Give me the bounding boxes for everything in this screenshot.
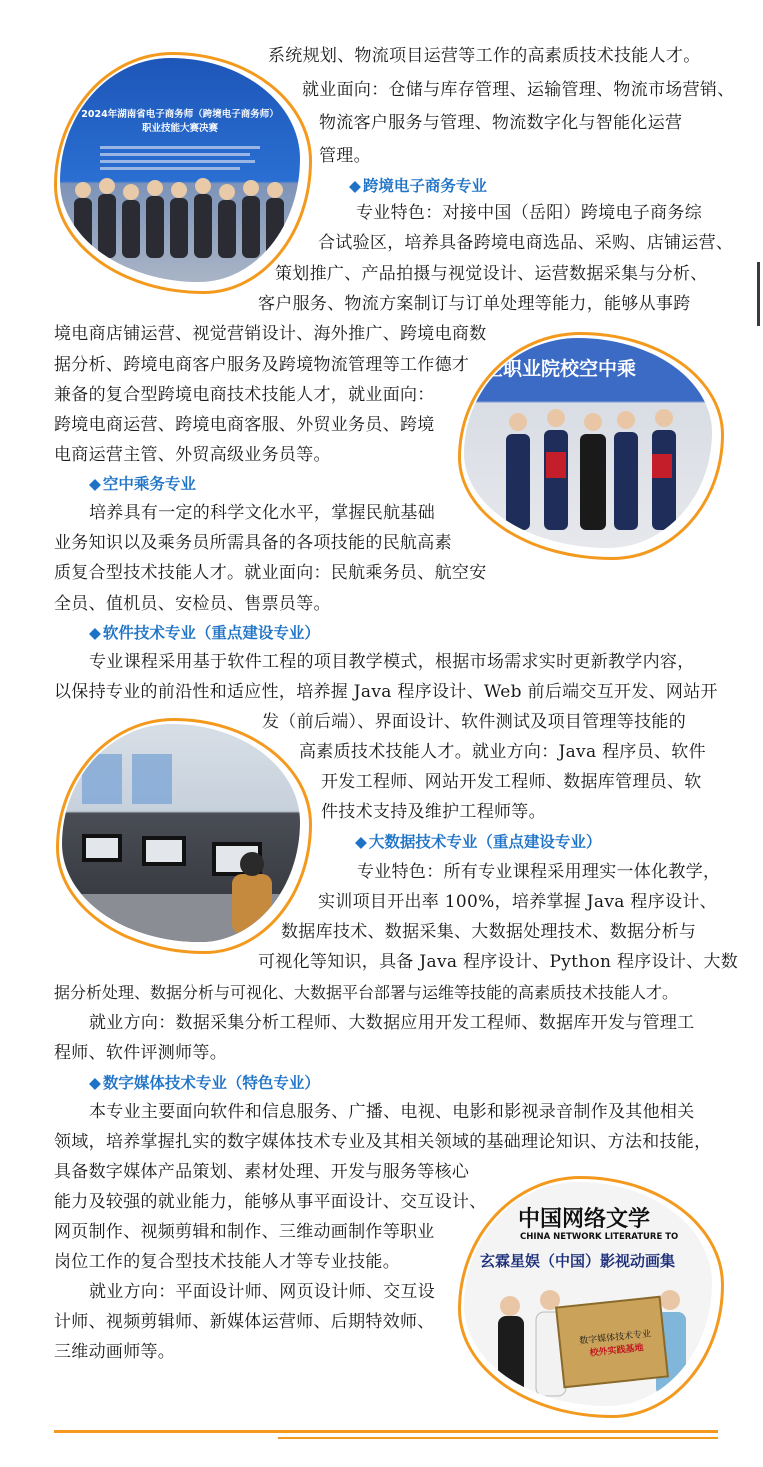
logistics-line: 系统规划、物流项目运营等工作的高素质技术技能人才。 <box>268 46 701 66</box>
media-line: 就业方向：平面设计师、网页设计师、交互设 <box>89 1282 435 1302</box>
media-photo <box>464 1182 712 1406</box>
logistics-line: 物流客户服务与管理、物流数字化与智能化运营 <box>319 113 683 133</box>
software-line: 发（前后端）、界面设计、软件测试及项目管理等技能的 <box>262 712 686 732</box>
cross-border-line: 电商运营主管、外贸高级业务员等。 <box>54 445 331 465</box>
cross-border-line: 客户服务、物流方案制订与订单处理等能力，能够从事跨 <box>258 294 691 314</box>
cabin-line: 质复合型技术技能人才。就业面向：民航乘务员、航空安 <box>54 563 487 583</box>
media-photo-image <box>464 1182 712 1406</box>
media-sign-company: 玄霖星娱（中国）影视动画集 <box>480 1252 676 1270</box>
section-heading-cross-border: ◆ 跨境电子商务专业 <box>349 177 487 195</box>
section-heading-bigdata: ◆ 大数据技术专业（重点建设专业） <box>355 833 602 851</box>
media-line: 岗位工作的复合型技术技能人才等专业技能。 <box>54 1252 400 1272</box>
lab-photo <box>62 724 300 942</box>
contest-title: 2024年湖南省电子商务师（跨境电子商务师） <box>81 109 279 120</box>
plaque-subtitle: 校外实践基地 <box>589 1343 645 1359</box>
cabin-line: 业务知识以及乘务员所需具备的各项技能的民航高素 <box>54 533 452 553</box>
diamond-icon: ◆ <box>89 1074 101 1092</box>
software-line: 高素质技术技能人才。就业方向：Java 程序员、软件 <box>299 742 706 762</box>
cross-border-line: 策划推广、产品拍摄与视觉设计、运营数据采集与分析、 <box>275 264 708 284</box>
diamond-icon: ◆ <box>355 833 367 851</box>
bigdata-line: 就业方向：数据采集分析工程师、大数据应用开发工程师、数据库开发与管理工 <box>89 1013 695 1033</box>
cross-border-line: 境电商店铺运营、视觉营销设计、海外推广、跨境电商数 <box>54 324 487 344</box>
media-line: 本专业主要面向软件和信息服务、广播、电视、电影和影视录音制作及其他相关 <box>89 1102 695 1122</box>
lab-photo-image <box>62 724 300 942</box>
section-heading-media: ◆ 数字媒体技术专业（特色专业） <box>89 1074 320 1092</box>
software-line: 件技术支持及维护工程师等。 <box>321 802 546 822</box>
media-line: 计师、视频剪辑师、新媒体运营师、后期特效师、 <box>54 1312 435 1332</box>
cross-border-line: 合试验区，培养具备跨境电商选品、采购、店铺运营、 <box>318 233 734 253</box>
section-heading-software: ◆ 软件技术专业（重点建设专业） <box>89 624 320 642</box>
media-line: 具备数字媒体产品策划、素材处理、开发与服务等核心 <box>54 1162 470 1182</box>
bigdata-line: 可视化等知识，具备 Java 程序设计、Python 程序设计、大数 <box>258 952 739 972</box>
media-line: 能力及较强的就业能力，能够从事平面设计、交互设计、 <box>54 1192 487 1212</box>
bigdata-line: 程师、软件评测师等。 <box>54 1043 227 1063</box>
section-heading-cabin: ◆ 空中乘务专业 <box>89 475 196 493</box>
media-line: 网页制作、视频剪辑和制作、三维动画制作等职业 <box>54 1222 435 1242</box>
contest-subtitle: 职业技能大赛决赛 <box>141 123 218 134</box>
diamond-icon: ◆ <box>89 624 101 642</box>
bigdata-line: 实训项目开出率 100%，培养掌握 Java 程序设计、 <box>318 892 717 912</box>
bigdata-line: 专业特色：所有专业课程采用理实一体化教学， <box>357 862 721 882</box>
software-line: 以保持专业的前沿性和适应性，培养握 Java 程序设计、Web 前后端交互开发、网站开 <box>54 682 718 702</box>
plaque-title: 数字媒体技术专业 <box>578 1329 652 1347</box>
cross-border-line: 跨境电商运营、跨境电商客服、外贸业务员、跨境 <box>54 415 435 435</box>
bigdata-line: 数据库技术、数据采集、大数据处理技术、数据分析与 <box>281 922 697 942</box>
contest-photo-image <box>60 58 300 282</box>
footer-divider <box>54 1430 718 1433</box>
software-line: 专业课程采用基于软件工程的项目教学模式，根据市场需求实时更新教学内容， <box>89 652 695 672</box>
cabin-line: 培养具有一定的科学文化水平，掌握民航基础 <box>89 503 435 523</box>
media-line: 三维动画师等。 <box>54 1342 176 1362</box>
contest-photo <box>60 58 300 282</box>
cross-border-line: 专业特色：对接中国（岳阳）跨境电子商务综 <box>356 203 702 223</box>
logistics-line: 就业面向：仓储与库存管理、运输管理、物流市场营销、 <box>302 80 735 100</box>
logistics-line: 管理。 <box>319 146 371 166</box>
diamond-icon: ◆ <box>349 177 361 195</box>
cross-border-line: 据分析、跨境电商客户服务及跨境物流管理等工作德才 <box>54 355 470 375</box>
edge-mark <box>757 262 760 326</box>
cross-border-line: 兼备的复合型跨境电商技术技能人才，就业面向： <box>54 385 435 405</box>
cabin-photo <box>464 338 712 548</box>
software-line: 开发工程师、网站开发工程师、数据库管理员、软 <box>321 772 702 792</box>
media-sign-en: CHINA NETWORK LITERATURE TO <box>520 1232 679 1242</box>
cabin-line: 全员、值机员、安检员、售票员等。 <box>54 594 331 614</box>
cabin-banner: 空职业院校空中乘 <box>484 358 637 380</box>
bigdata-line: 据分析处理、数据分析与可视化、大数据平台部署与运维等技能的高素质技术技能人才。 <box>54 983 679 1002</box>
media-line: 领域，培养掌握扎实的数字媒体技术专业及其相关领域的基础理论知识、方法和技能， <box>54 1132 712 1152</box>
cabin-photo-image <box>464 338 712 548</box>
footer-divider-thin <box>278 1437 718 1439</box>
media-sign-cn: 中国网络文学 <box>518 1206 651 1232</box>
diamond-icon: ◆ <box>89 475 101 493</box>
